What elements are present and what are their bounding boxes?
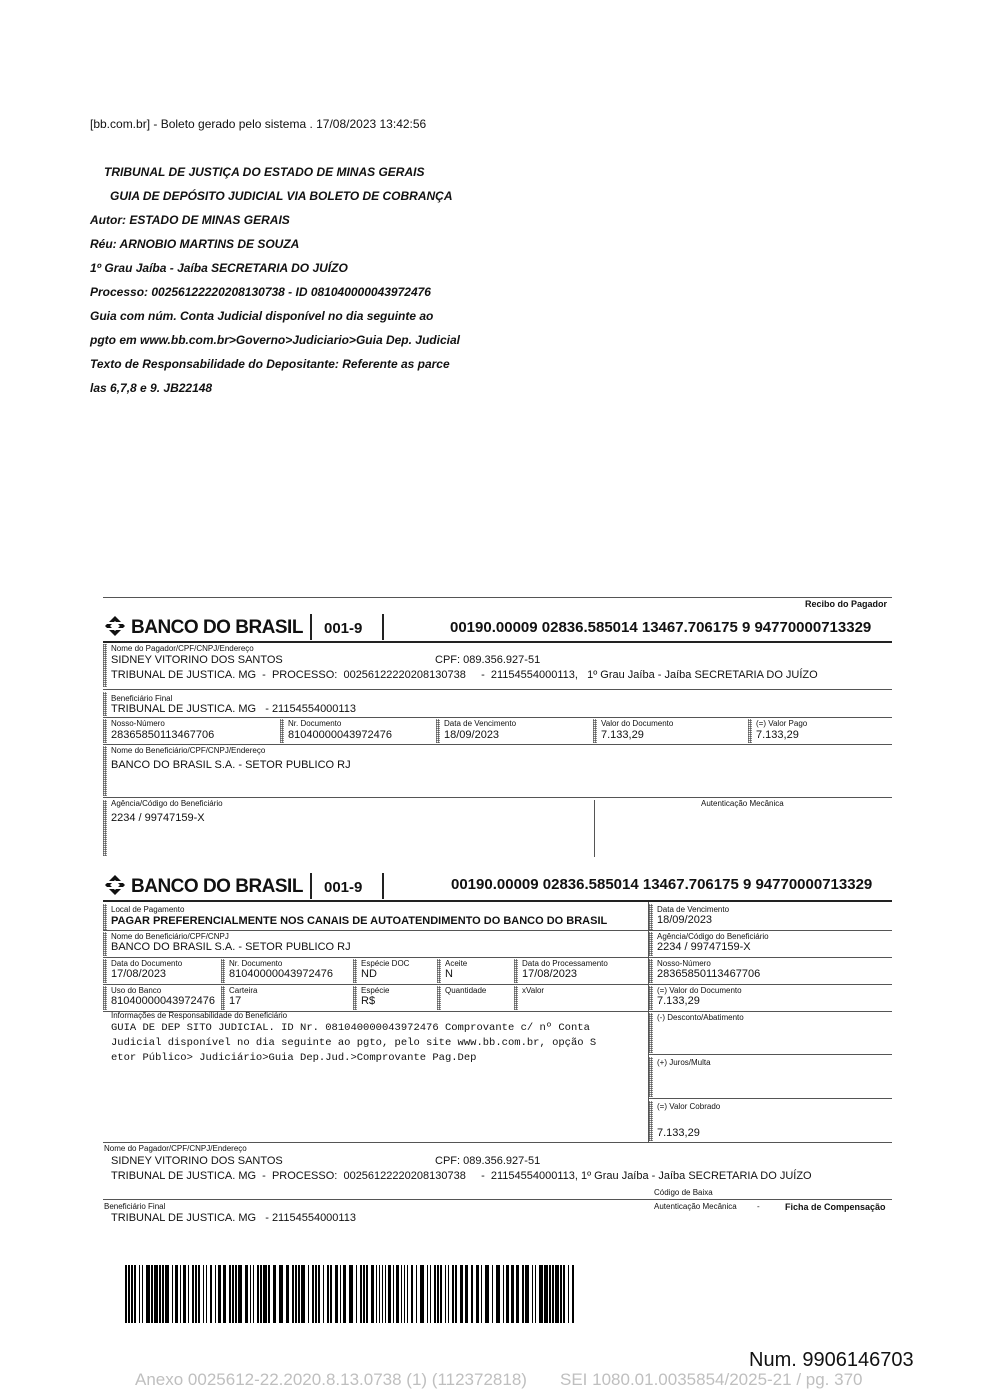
data-proc: 17/08/2023 bbox=[522, 968, 578, 980]
xvalor-label: xValor bbox=[522, 986, 545, 995]
payer-cpf: CPF: 089.356.927-51 bbox=[435, 654, 541, 666]
court-unit-line: 1º Grau Jaíba - Jaíba SECRETARIA DO JUÍZO bbox=[90, 261, 348, 275]
bank-code: 001-9 bbox=[324, 620, 363, 637]
barcode bbox=[125, 1265, 575, 1323]
payer-address: TRIBUNAL DE JUSTICA. MG - PROCESSO: 00256122220208130738 - 21154554000113, 1º Grau Jaíba - Jaíba SECRETARIA DO JUÍZO bbox=[111, 669, 818, 681]
vencimento-label: Data de Vencimento bbox=[444, 719, 517, 728]
nr-documento-label: Nr. Documento bbox=[288, 719, 342, 728]
desconto-label: (-) Desconto/Abatimento bbox=[657, 1013, 744, 1022]
ficha-auth-label: Autenticação Mecânica bbox=[654, 1202, 737, 1211]
quantidade-label: Quantidade bbox=[445, 986, 487, 995]
nosso-numero: 28365850113467706 bbox=[111, 729, 215, 741]
info-line-3: etor Público> Judiciário>Guia Dep.Jud.>Comprovante Pag.Dep bbox=[111, 1052, 477, 1064]
agency: 2234 / 99747159-X bbox=[111, 812, 205, 824]
ficha-payer-name: SIDNEY VITORINO DOS SANTOS bbox=[111, 1155, 283, 1167]
nr-doc-label: Nr. Documento bbox=[229, 959, 283, 968]
author-line: Autor: ESTADO DE MINAS GERAIS bbox=[90, 213, 290, 227]
bank-logo bbox=[103, 615, 303, 639]
ficha-beneficiary-label: Nome do Beneficiário/CPF/CNPJ bbox=[111, 932, 229, 941]
guide-title: GUIA DE DEPÓSITO JUDICIAL VIA BOLETO DE COBRANÇA bbox=[110, 189, 453, 203]
nr-doc: 81040000043972476 bbox=[229, 968, 334, 980]
ficha-agency-label: Agência/Código do Beneficiário bbox=[657, 932, 769, 941]
cobrado: 7.133,29 bbox=[657, 1127, 700, 1139]
valor-pago-label: (=) Valor Pago bbox=[756, 719, 808, 728]
ficha-auth-dash: - bbox=[757, 1202, 760, 1211]
footer-sei: SEI 1080.01.0035854/2025-21 / pg. 370 bbox=[560, 1370, 863, 1389]
bank-logo-2 bbox=[103, 874, 303, 898]
digitable-line[interactable]: 00190.00009 02836.585014 13467.706175 9 94770000713329 bbox=[450, 619, 872, 636]
generation-header: [bb.com.br] - Boleto gerado pelo sistema . 17/08/2023 13:42:56 bbox=[90, 117, 427, 131]
receipt-title: Recibo do Pagador bbox=[805, 599, 888, 609]
ficha-beneficiary: BANCO DO BRASIL S.A. - SETOR PUBLICO RJ bbox=[111, 941, 351, 953]
payer-label: Nome do Pagador/CPF/CNPJ/Endereço bbox=[111, 644, 254, 653]
mechanical-auth-label: Autenticação Mecânica bbox=[701, 799, 784, 808]
vencimento: 18/09/2023 bbox=[444, 729, 500, 741]
responsibility-line-2: las 6,7,8 e 9. JB22148 bbox=[90, 381, 213, 395]
defendant-line: Réu: ARNOBIO MARTINS DE SOUZA bbox=[90, 237, 300, 251]
especie-label: Espécie bbox=[361, 986, 390, 995]
agency-label: Agência/Código do Beneficiário bbox=[111, 799, 223, 808]
especie-doc: ND bbox=[361, 968, 377, 980]
bank-brand-icon bbox=[103, 874, 127, 896]
ficha-nosso-numero: 28365850113467706 bbox=[657, 968, 761, 980]
info-line-1: GUIA DE DEP SITO JUDICIAL. ID Nr. 081040000043972476 Comprovante c/ nº Conta bbox=[111, 1022, 590, 1034]
uso-banco-label: Uso do Banco bbox=[111, 986, 162, 995]
ficha-payer-address: TRIBUNAL DE JUSTICA. MG - PROCESSO: 00256122220208130738 - 21154554000113, 1º Grau Jaíba - Jaíba SECRETARIA DO JUÍZO bbox=[111, 1170, 812, 1182]
data-proc-label: Data do Processamento bbox=[522, 959, 608, 968]
note-line-1: Guia com núm. Conta Judicial disponível no dia seguinte ao bbox=[90, 309, 434, 323]
ficha-payer-label: Nome do Pagador/CPF/CNPJ/Endereço bbox=[104, 1144, 247, 1153]
valor-documento: 7.133,29 bbox=[601, 729, 644, 741]
valor-pago: 7.133,29 bbox=[756, 729, 799, 741]
data-doc: 17/08/2023 bbox=[111, 968, 167, 980]
barcode-bar bbox=[572, 1265, 574, 1323]
ficha-final-beneficiary-label: Beneficiário Final bbox=[104, 1202, 166, 1211]
ficha-agency: 2234 / 99747159-X bbox=[657, 941, 751, 953]
note-line-2: pgto em www.bb.com.br>Governo>Judiciario>Guia Dep. Judicial bbox=[90, 333, 460, 347]
especie-doc-label: Espécie DOC bbox=[361, 959, 410, 968]
info-line-2: Judicial disponível no dia seguinte ao pgto, pelo site www.bb.com.br, opção S bbox=[111, 1037, 597, 1049]
valor-documento-label: Valor do Documento bbox=[601, 719, 674, 728]
bank-brand-icon bbox=[103, 615, 127, 637]
info-label: Informações de Responsabilidade do Beneficiário bbox=[111, 1011, 288, 1020]
responsibility-line-1: Texto de Responsabilidade do Depositante: Referente as parce bbox=[90, 357, 450, 371]
juros-label: (+) Juros/Multa bbox=[657, 1058, 711, 1067]
bank-name: BANCO DO BRASIL bbox=[131, 617, 303, 638]
bank-code-2: 001-9 bbox=[324, 879, 363, 896]
cobrado-label: (=) Valor Cobrado bbox=[657, 1102, 721, 1111]
document-number: Num. 9906146703 bbox=[749, 1349, 914, 1371]
aceite-label: Aceite bbox=[445, 959, 468, 968]
court-title: TRIBUNAL DE JUSTIÇA DO ESTADO DE MINAS GERAIS bbox=[104, 165, 425, 179]
aceite: N bbox=[445, 968, 453, 980]
uso-banco: 81040000043972476 bbox=[111, 995, 216, 1007]
ficha-vencimento: 18/09/2023 bbox=[657, 914, 713, 926]
nosso-numero-label: Nosso-Número bbox=[111, 719, 165, 728]
ficha-title: Ficha de Compensação bbox=[785, 1202, 886, 1212]
ficha-nosso-numero-label: Nosso-Número bbox=[657, 959, 711, 968]
beneficiary: BANCO DO BRASIL S.A. - SETOR PUBLICO RJ bbox=[111, 759, 351, 771]
ficha-vencimento-label: Data de Vencimento bbox=[657, 905, 730, 914]
nr-documento: 81040000043972476 bbox=[288, 729, 393, 741]
ficha-valor-doc-label: (=) Valor do Documento bbox=[657, 986, 742, 995]
payer-name: SIDNEY VITORINO DOS SANTOS bbox=[111, 654, 283, 666]
carteira-label: Carteira bbox=[229, 986, 258, 995]
codigo-baixa-label: Código de Baixa bbox=[654, 1188, 713, 1197]
beneficiary-label: Nome do Beneficiário/CPF/CNPJ/Endereço bbox=[111, 746, 266, 755]
final-beneficiary: TRIBUNAL DE JUSTICA. MG - 21154554000113 bbox=[111, 703, 356, 715]
ficha-final-beneficiary: TRIBUNAL DE JUSTICA. MG - 21154554000113 bbox=[111, 1212, 356, 1224]
ficha-payer-cpf: CPF: 089.356.927-51 bbox=[435, 1155, 541, 1167]
especie: R$ bbox=[361, 995, 376, 1007]
local-pagamento: PAGAR PREFERENCIALMENTE NOS CANAIS DE AUTOATENDIMENTO DO BANCO DO BRASIL bbox=[111, 915, 608, 927]
digitable-line-2[interactable]: 00190.00009 02836.585014 13467.706175 9 94770000713329 bbox=[451, 876, 873, 893]
carteira: 17 bbox=[229, 995, 242, 1007]
process-line: Processo: 00256122220208130738 - ID 081040000043972476 bbox=[90, 285, 431, 299]
bank-name-2: BANCO DO BRASIL bbox=[131, 876, 303, 897]
ficha-valor-doc: 7.133,29 bbox=[657, 995, 700, 1007]
data-doc-label: Data do Documento bbox=[111, 959, 183, 968]
local-label: Local de Pagamento bbox=[111, 905, 185, 914]
final-beneficiary-label: Beneficiário Final bbox=[111, 694, 173, 703]
footer-annex: Anexo 0025612-22.2020.8.13.0738 (1) (112372818) bbox=[135, 1370, 527, 1389]
